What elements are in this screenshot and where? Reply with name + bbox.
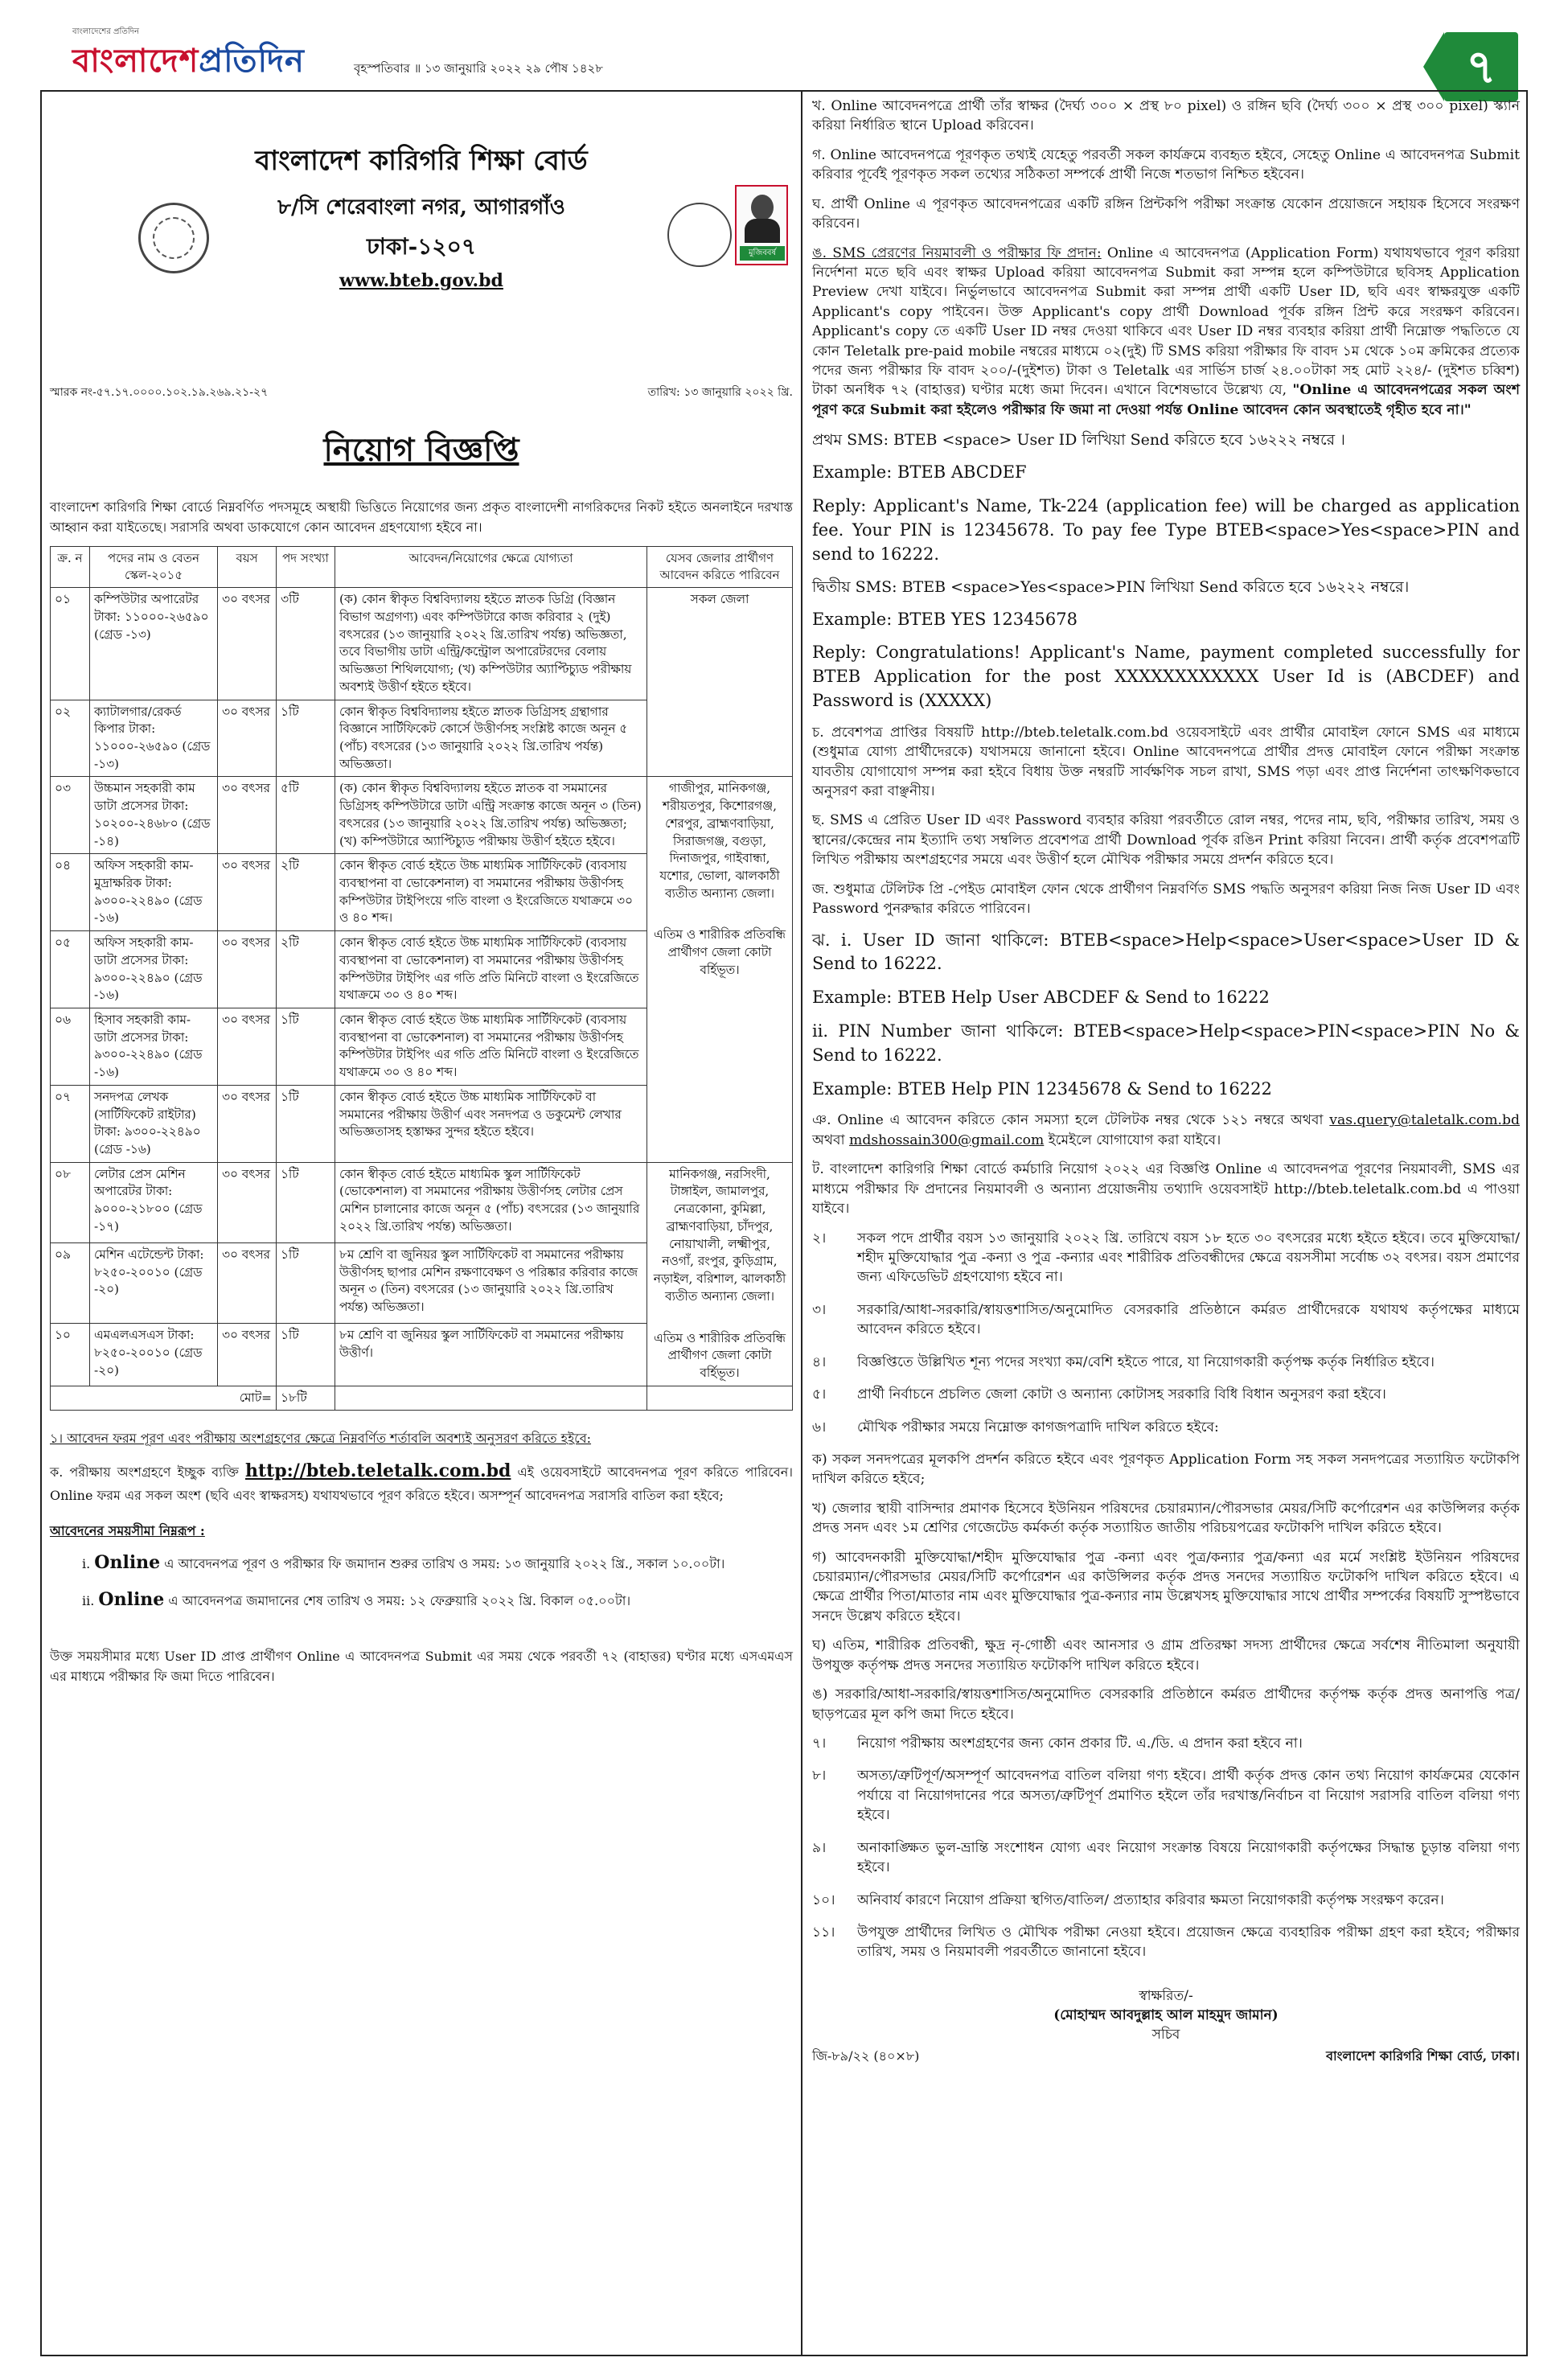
clause-item: [812, 1418, 1520, 1437]
deadline-item-2: [82, 1586, 793, 1614]
cell-sl: ০৬: [51, 1008, 90, 1086]
mujib-badge-text: মুজিববর্ষ: [740, 246, 785, 261]
cell-count: ১টি: [277, 1324, 335, 1386]
note-jha-2: ii. PIN Number জানা থাকিলে: BTEB<space>Help<space>PIN<space>PIN No & Send to 16222.: [812, 1021, 1520, 1065]
note-kha: খ. Online আবেদনপত্রে প্রার্থী তাঁর স্বাক্ষর (দৈর্ঘ্য ৩০০ × প্রস্থ ৮০ pixel) ও রঙ্গিন ছবি (দৈর্ঘ্য ৩০০ × প্রস্থ ৩০০ pixel) স্ক্যান করিয়া নির্ধারিত স্থানে Upload করিবেন।: [812, 98, 1520, 134]
deadline-text-2: এ আবেদনপত্র জমাদানের শেষ তারিখ ও সময়: ১২ ফেব্রুয়ারি ২০২২ খ্রি. বিকাল ০৫.০০টা।: [168, 1592, 631, 1608]
left-notes: [50, 1428, 793, 1687]
sms-example-1: Example: BTEB ABCDEF: [812, 462, 1027, 483]
cell-count: ১টি: [277, 1242, 335, 1323]
clause-text: সকল পদে প্রার্থীর বয়স ১৩ জানুয়ারি ২০২২ খ্রি. তারিখে বয়স ১৮ হতে ৩০ বৎসরের মধ্যে হইতে হইবে। তবে মুক্তিযোদ্ধা/ শহীদ মুক্তিযোদ্ধার পুত্র -কন্যা ও পুত্র -কন্যার এবং শারীরিক প্রতিবন্ধীদের ক্ষেত্রে বয়সসীমা সর্বোচ্চ ৩২ বৎসর। বয়স প্রমাণের জন্য এফিডেভিট গ্রহণযোগ্য হইবে না।: [857, 1230, 1520, 1286]
cell-count: ১টি: [277, 1085, 335, 1162]
clause-item: [812, 1891, 1520, 1910]
board-seal-icon: [138, 203, 209, 273]
clause-text: সরকারি/আধা-সরকারি/স্বায়ত্তশাসিত/অনুমোদিত বেসরকারি প্রতিষ্ঠানে কর্মরত প্রার্থীদেরকে যথাযথ কর্তৃপক্ষের মাধ্যমে আবেদন করিতে হইবে।: [857, 1301, 1520, 1338]
note-nya: [812, 1111, 1520, 1150]
cell-count: ২টি: [277, 854, 335, 931]
signature-label: স্বাক্ষরিত/-: [1139, 1987, 1193, 2004]
cell-post: এমএলএসএস টাকা: ৮২৫০-২০০১০ (গ্রেড -২০): [90, 1324, 218, 1386]
cell-sl: ০২: [51, 700, 90, 777]
cell-sl: ০১: [51, 588, 90, 700]
support-email-link-2[interactable]: mdshossain300@gmail.com: [849, 1132, 1045, 1148]
note-uma: [812, 244, 1520, 421]
sms-example-4: Example: BTEB Help PIN 12345678 & Send to 16222: [812, 1078, 1272, 1099]
clause-num: ১১।: [812, 1924, 835, 1941]
clause-text: অনাকাঙ্ক্ষিত ভুল-ভ্রান্তি সংশোধন যোগ্য এবং নিয়োগ সংক্রান্ত বিষয়ে নিয়োগকারী কর্তৃপক্ষের সিদ্ধান্ত চূড়ান্ত বলিয়া গণ্য হইবে।: [857, 1839, 1520, 1876]
clause-item: [812, 1385, 1520, 1404]
table-row: [51, 777, 793, 854]
clause-num: ১০।: [812, 1891, 835, 1908]
cell-count: ৩টি: [277, 588, 335, 700]
sms-first: প্রথম SMS: BTEB <space> User ID লিখিয়া Send করিতে হবে ১৬২২২ নম্বরে ।: [812, 431, 1345, 450]
note-jha-1: ঝ. i. User ID জানা থাকিলে: BTEB<space>Help<space>User<space>User ID & Send to 16222.: [812, 930, 1520, 974]
memo-row: [50, 383, 793, 402]
clause-item: [812, 1229, 1520, 1288]
header-districts: যেসব জেলার প্রার্থীগণ আবেদন করিতে পারিবেন: [647, 546, 793, 588]
document-sub-item: গ) আবেদনকারী মুক্তিযোদ্ধা/শহীদ মুক্তিযোদ্ধার পুত্র -কন্যা এবং পুত্র/কন্যার পুত্র/কন্যা এর মর্মে সংশ্লিষ্ট ইউনিয়ন পরিষদের চেয়ারম্যান/পৌরসভার মেয়র/সিটি কর্পোরেশন এর কাউন্সিলর কর্তৃক প্রদত্ত সনদের সত্যায়িত ফটোকপি দাখিল করিতে হইবে। এ ক্ষেত্রে প্রার্থীর পিতা/মাতার নাম এবং মুক্তিযোদ্ধার পুত্র-কন্যার নাম উল্লেখসহ মুক্তিযোদ্ধার সাথে প্রার্থীর সম্পর্কের বিষয়টি সুস্পষ্টভাবে সনদে উল্লেখ করিতে হইবে।: [812, 1549, 1520, 1624]
cell-post: লেটার প্রেস মেশিন অপারেটর টাকা: ৯০০০-২১৮০০ (গ্রেড -১৭): [90, 1162, 218, 1242]
header-count: পদ সংখ্যা: [277, 546, 335, 588]
note-chha: ছ. SMS এ প্রেরিত User ID এবং Password ব্যবহার করিয়া পরবর্তীতে রোল নম্বর, পদের নাম, ছবি, পরীক্ষার তারিখ, সময় ও স্থানের/কেন্দ্রের নাম ইত্যাদি তথ্য সম্বলিত প্রবেশপত্র প্রার্থী Download পূর্বক রঙিন Print করিয়া নিবেন। প্রার্থী কর্তৃক প্রবেশপত্রটি লিখিত পরীক্ষায় অংশগ্রহণের সময়ে এবং উত্তীর্ণ হলে মৌখিক পরীক্ষার সময়ে প্রদর্শন করিতে হবে।: [812, 812, 1520, 869]
note-gha: ঘ. প্রার্থী Online এ পূরণকৃত আবেদনপত্রের একটি রঙ্গিন প্রিন্টকপি পরীক্ষা সংক্রান্ত যেকোন প্রয়োজনে সহায়ক হিসেবে সংরক্ষণ করিবেন।: [812, 195, 1520, 232]
logo-accent-text: প্রতিদিন: [199, 43, 305, 80]
clause-num: ২।: [812, 1230, 827, 1247]
cell-districts-group2: [647, 1162, 793, 1386]
cell-qualification: (ক) কোন স্বীকৃত বিশ্ববিদ্যালয় হইতে স্নাতক ডিগ্রি (বিজ্ঞান বিভাগ অগ্রগণ্য) এবং কম্পিউটারে কাজ করিবার ২ (দুই) বৎসরের (১৩ জানুয়ারি ২০২২ খ্রি.তারিখ পর্যন্ত) অভিজ্ঞতা, তবে বিভাগীয় ডাটা এন্ট্রি/কন্ট্রোল অপারেটরদের বেলায় অভিজ্ঞতা শিথিলযোগ্য; (খ) কম্পিউটার অ্যাপ্টিচ্যুড পরীক্ষায় অবশ্যই উত্তীর্ণ হইতে হইবে।: [335, 588, 647, 700]
cell-age: ৩০ বৎসর: [218, 700, 277, 777]
total-empty-cell: [647, 1386, 793, 1411]
cell-count: ১টি: [277, 1162, 335, 1242]
sms-reply-1: Reply: Applicant's Name, Tk-224 (application fee) will be charged as application fee. Your PIN is 12345678. To pay fee Type BTEB<space>Yes<space>PIN and send to 16222.: [812, 496, 1520, 564]
cell-post: হিসাব সহকারী কাম-ডাটা প্রসেসর টাকা: ৯৩০০-২২৪৯০ (গ্রেড -১৬): [90, 1008, 218, 1086]
page-number: ৭: [1444, 32, 1518, 101]
cell-age: ৩০ বৎসর: [218, 1324, 277, 1386]
clause-num: ৫।: [812, 1386, 827, 1403]
org-website[interactable]: www.bteb.gov.bd: [339, 270, 503, 291]
note-ka-post: এই ওয়েবসাইটে আবেদনপত্র পূরণ করিতে পারিবেন। Online ফরম এর সকল অংশ (ছবি এবং স্বাক্ষরসহ) যথাযথভাবে পূরণ করিতে হইবে। অসম্পূর্ন আবেদনপত্র সরাসরি বাতিল করা হইবে;: [50, 1464, 793, 1504]
clause-text: নিয়োগ পরীক্ষায় অংশগ্রহণের জন্য কোন প্রকার টি. এ./ডি. এ প্রদান করা হইবে না।: [857, 1735, 1303, 1752]
total-value: ১৮টি: [277, 1386, 335, 1411]
cell-count: ২টি: [277, 931, 335, 1008]
cell-age: ৩০ বৎসর: [218, 854, 277, 931]
cell-qualification: কোন স্বীকৃত বোর্ড হইতে উচ্চ মাধ্যমিক সার্টিফিকেট (ব্যবসায় ব্যবস্থাপনা বা ভোকেশনাল) বা সমমানের পরীক্ষায় উত্তীর্ণসহ কম্পিউটার টাইপিংয়ে গতি বাংলা ও ইংরেজিতে যথাক্রমে ৩০ ও ৪০ শব্দ।: [335, 854, 647, 931]
mujib-borsho-logo: [735, 185, 788, 265]
notice-title: নিয়োগ বিজ্ঞপ্তি: [323, 431, 519, 469]
note-nya-mid: অথবা: [812, 1132, 845, 1148]
logo-main-text: বাংলাদেশ: [72, 43, 199, 80]
clause-num: ৬।: [812, 1419, 827, 1435]
cell-age: ৩০ বৎসর: [218, 1008, 277, 1086]
column-divider: [801, 90, 802, 2356]
newspaper-logo: [72, 35, 305, 89]
sms-reply-2: Reply: Congratulations! Applicant's Name, payment completed successfully for BTEB Application for the post XXXXXXXXXXXX User Id is (ABCDEF) and Password is (XXXXX): [812, 643, 1520, 710]
deadline-en-1: Online: [94, 1552, 161, 1574]
deadline-en-2: Online: [98, 1588, 165, 1610]
clause-text: উপযুক্ত প্রার্থীদের লিখিত ও মৌখিক পরীক্ষা নেওয়া হইবে। প্রয়োজন ক্ষেত্রে ব্যবহারিক পরীক্ষা গ্রহণ করা হইবে; পরীক্ষার তারিখ, সময় ও নিয়মাবলী পরবর্তীতে জানানো হইবে।: [857, 1924, 1520, 1961]
cell-districts-group1: [647, 777, 793, 1162]
cell-age: ৩০ বৎসর: [218, 1242, 277, 1323]
cell-age: ৩০ বৎসর: [218, 931, 277, 1008]
cell-post: উচ্চমান সহকারী কাম ডাটা প্রসেসর টাকা: ১০২০০-২৪৬৮০ (গ্রেড -১৪): [90, 777, 218, 854]
clause-item: [812, 1734, 1520, 1753]
cell-count: ১টি: [277, 700, 335, 777]
document-sub-item: খ) জেলার স্থায়ী বাসিন্দার প্রমাণক হিসেবে ইউনিয়ন পরিষদের চেয়ারম্যান/পৌরসভার মেয়র/সিটি কর্পোরেশন এর কাউন্সিলর কর্তৃক প্রদত্ত সনদ এবং ১ম শ্রেণির গেজেটেড কর্মকর্তা কর্তৃক সত্যায়িত জাতীয় পরিচয়পত্রের ফটোকপি দাখিল করিতে হইবে।: [812, 1500, 1520, 1537]
footer-org: বাংলাদেশ কারিগরি শিক্ষা বোর্ড, ঢাকা।: [1326, 2048, 1520, 2064]
cell-post: মেশিন এটেন্ডেন্ট টাকা: ৮২৫০-২০০১০ (গ্রেড -২০): [90, 1242, 218, 1323]
table-row: [51, 1162, 793, 1242]
header-age: বয়স: [218, 546, 277, 588]
districts-quota2-text: এতিম ও শারীরিক প্রতিবন্ধি প্রার্থীগণ জেলা কোটা বর্হিভূত।: [654, 1330, 786, 1380]
cell-qualification: কোন স্বীকৃত বোর্ড হইতে মাধ্যমিক স্কুল সার্টিফিকেট (ভোকেশনাল) বা সমমানের পরীক্ষায় উত্তীর্ণসহ লেটার প্রেস মেশিন চালানোর কাজে অনূন ৫ (পাঁচ) বৎসরের (১৩ জানুয়ারি ২০২২ খ্রি.তারিখ পর্যন্ত) অভিজ্ঞতা।: [335, 1162, 647, 1242]
clause-item: [812, 1923, 1520, 1962]
cell-post: অফিস সহকারী কাম-ডাটা প্রসেসর টাকা: ৯৩০০-২২৪৯০ (গ্রেড -১৬): [90, 931, 218, 1008]
cell-qualification: কোন স্বীকৃত বোর্ড হইতে উচ্চ মাধ্যমিক সার্টিফিকেট (ব্যবসায় ব্যবস্থাপনা বা ভোকেশনাল) বা সমমানের পরীক্ষায় উত্তীর্ণসহ কম্পিউটার টাইপিং এর গতি প্রতি মিনিটে বাংলা ও ইংরেজিতে যথাক্রমে ৩০ ও ৪০ শব্দ।: [335, 931, 647, 1008]
left-column: [50, 97, 793, 1695]
clause-text: অনিবার্য কারণে নিয়োগ প্রক্রিয়া স্থগিত/বাতিল/ প্রত্যাহার করিবার ক্ষমতা নিয়োগকারী কর্তৃপক্ষ সংরক্ষণ করেন।: [857, 1891, 1444, 1908]
cell-post: কম্পিউটার অপারেটর টাকা: ১১০০০-২৬৫৯০ (গ্রেড -১৩): [90, 588, 218, 700]
clause-item: [812, 1766, 1520, 1825]
cell-sl: ০৪: [51, 854, 90, 931]
clause-text: বিজ্ঞপ্তিতে উল্লিখিত শূন্য পদের সংখ্যা কম/বেশি হইতে পারে, যা নিয়োগকারী কর্তৃপক্ষ কর্তৃক নির্ধারিত হইবে।: [857, 1353, 1435, 1370]
memo-number: স্মারক নং-৫৭.১৭.০০০০.১০২.১৯.২৬৯.২১-২৭: [50, 386, 269, 399]
cell-post: অফিস সহকারী কাম-মুদ্রাক্ষরিক টাকা: ৯৩০০-২২৪৯০ (গ্রেড -১৬): [90, 854, 218, 931]
notice-header: [50, 140, 793, 381]
note-uma-head: ঙ. SMS প্রেরণের নিয়মাবলী ও পরীক্ষার ফি প্রদান:: [812, 244, 1102, 261]
document-sub-item: ঘ) এতিম, শারীরিক প্রতিবন্ধী, ক্ষুদ্র নৃ-গোষ্ঠী এবং আনসার ও গ্রাম প্রতিরক্ষা সদস্য প্রার্থীদের ক্ষেত্রে সর্বশেষ নীতিমালা অনুযায়ী উপযুক্ত কর্তৃপক্ষ প্রদত্ত সনদের সত্যায়িত ফটোকপি দাখিল করিতে হইবে।: [812, 1637, 1520, 1674]
cell-age: ৩০ বৎসর: [218, 777, 277, 854]
note-cha: চ. প্রবেশপত্র প্রাপ্তির বিষয়টি http://bteb.teletalk.com.bd ওয়েবসাইটে এবং প্রার্থীর মোবাইল ফোনে SMS এর মাধ্যমে (শুধুমাত্র যোগ্য প্রার্থীদেরকে) যথাসময়ে জানানো হইবে। Online আবেদনপত্রে প্রার্থীর প্রদত্ত মোবাইল ফোনে পরীক্ষা সংক্রান্ত যাবতীয় যোগাযোগ সম্পন্ন করা হইবে বিধায় উক্ত নম্বরটি সার্বক্ষণিক সচল রাখা, SMS পড়া এবং প্রাপ্ত নির্দেশনা তাৎক্ষণিকভাবে অনুসরণ করা বাঞ্ছনীয়।: [812, 724, 1520, 800]
deadline-text-1: এ আবেদনপত্র পূরণ ও পরীক্ষার ফি জমাদান শুরুর তারিখ ও সময়: ১৩ জানুয়ারি ২০২২ খ্রি., সকাল ১০.০০টা।: [164, 1556, 725, 1572]
cell-age: ৩০ বৎসর: [218, 588, 277, 700]
org-address-line1: ৮/সি শেরেবাংলা নগর, আগারগাঁও: [277, 195, 565, 220]
note-ka: [50, 1457, 793, 1506]
masthead-tagline: বাংলাদেশের প্রতিদিন: [72, 27, 139, 36]
org-address-line2: ঢাকা-১২০৭: [366, 233, 477, 260]
cell-sl: ০৯: [51, 1242, 90, 1323]
table-row: [51, 588, 793, 700]
cell-districts-all: সকল জেলা: [647, 588, 793, 777]
clause-item: [812, 1353, 1520, 1372]
clause-text: মৌখিক পরীক্ষার সময়ে নিম্নোক্ত কাগজপত্রাদি দাখিল করিতে হইবে:: [857, 1419, 1219, 1435]
org-name: বাংলাদেশ কারিগরি শিক্ষা বোর্ড: [255, 145, 588, 177]
table-header-row: [51, 546, 793, 588]
document-sub-item: ক) সকল সনদপত্রের মূলকপি প্রদর্শন করিতে হইবে এবং পূরণকৃত Application Form সহ সকল সনদপত্রের সত্যায়িত ফটোকপি দাখিল করিতে হইবে;: [812, 1451, 1520, 1488]
cell-qualification: কোন স্বীকৃত বোর্ড হইতে উচ্চ মাধ্যমিক সার্টিফিকেট বা সমমানের পরীক্ষায় উত্তীর্ণ এবং সনদপত্র ও ডকুমেন্ট লেখার অভিজ্ঞতাসহ হস্তাক্ষর সুন্দর হইতে হইবে।: [335, 1085, 647, 1162]
signatory-name: (মোহাম্মদ আবদুল্লাহ আল মাহমুদ জামান): [1053, 2006, 1279, 2023]
sms-example-2: Example: BTEB YES 12345678: [812, 609, 1077, 629]
cell-qualification: (ক) কোন স্বীকৃত বিশ্ববিদ্যালয় হইতে স্নাতক বা সমমানের ডিগ্রিসহ কম্পিউটারে ডাটা এন্ট্রি সংক্রান্ত কাজে অনূন ৩ (তিন) বৎসরের (১৩ জানুয়ারি ২০২২ খ্রি.তারিখ পর্যন্ত) অভিজ্ঞতা; (খ) কম্পিউটারে অ্যাপ্টিচ্যুড পরীক্ষায় উত্তীর্ণ হইতে হইবে।: [335, 777, 647, 854]
note-ja: জ. শুধুমাত্র টেলিটক প্রি -পেইড মোবাইল ফোন থেকে প্রার্থীগণ নিম্নবর্ণিত SMS পদ্ধতি অনুসরণ করিয়া নিজ নিজ User ID এবং Password পুনরুদ্ধার করিতে পারিবেন।: [812, 881, 1520, 918]
deadline-num-1: i.: [82, 1556, 91, 1572]
cell-sl: ০৩: [51, 777, 90, 854]
header-qualification: আবেদন/নিয়োগের ক্ষেত্রে যোগ্যতা: [335, 546, 647, 588]
districts-group2-text: মানিকগঞ্জ, নরসিংদী, টাঙ্গাইল, জামালপুর, নেত্রকোনা, কুমিল্লা, ব্রাহ্মণবাড়িয়া, চাঁদপুর, নোয়াখালী, লক্ষ্মীপুর, নওগাঁ, রংপুর, কুড়িগ্রাম, নড়াইল, বরিশাল, ঝালকাঠী ব্যতীত অন্যান্য জেলা।: [653, 1166, 786, 1304]
districts-quota1-text: এতিম ও শারীরিক প্রতিবন্ধি প্রার্থীগণ জেলা কোটা বর্হিভূত।: [654, 927, 786, 977]
cell-qualification: কোন স্বীকৃত বোর্ড হইতে উচ্চ মাধ্যমিক সার্টিফিকেট (ব্যবসায় ব্যবস্থাপনা বা ভোকেশনাল) বা সমমানের পরীক্ষায় উত্তীর্ণসহ কম্পিউটার টাইপিং এর গতি প্রতি মিনিটে বাংলা ও ইংরেজিতে যথাক্রমে ৩০ ও ৪০ শব্দ।: [335, 1008, 647, 1086]
clause-num: ৮।: [812, 1768, 827, 1785]
cell-sl: ১০: [51, 1324, 90, 1386]
note-ka-pre: ক. পরীক্ষায় অংশগ্রহণে ইচ্ছুক ব্যক্তি: [50, 1464, 239, 1480]
cell-sl: ০৫: [51, 931, 90, 1008]
clause-text: অসত্য/ত্রুটিপূর্ণ/অসম্পূর্ণ আবেদনপত্র বাতিল বলিয়া গণ্য হইবে। প্রার্থী কর্তৃক প্রদত্ত কোন তথ্য নিয়োগ কার্যক্রমের যেকোন পর্যায়ে বা নিয়োগদানের পরে অসত্য/ত্রুটিপূর্ণ প্রমাণিত হইলে তাঁর দরখাস্ত/নির্বাচন বা নিয়োগ সরাসরি বাতিল বলিয়া গণ্য হইবে।: [857, 1768, 1520, 1824]
cell-sl: ০৮: [51, 1162, 90, 1242]
emblem-icon: [667, 203, 732, 267]
clause-num: ৪।: [812, 1353, 827, 1370]
cell-post: ক্যাটালগার/রেকর্ড কিপার টাকা: ১১০০০-২৬৫৯০ (গ্রেড -১৩): [90, 700, 218, 777]
signatory-title: সচিব: [1151, 2027, 1180, 2043]
clause-num: ৯।: [812, 1839, 827, 1856]
footer-row: [812, 2047, 1520, 2066]
memo-date: তারিখ: ১৩ জানুয়ারি ২০২২ খ্রি.: [647, 386, 793, 399]
cell-qualification: ৮ম শ্রেণি বা জুনিয়র স্কুল সার্টিফিকেট বা সমমানের পরীক্ষায় উত্তীর্ণ।: [335, 1324, 647, 1386]
clause-num: ৭।: [812, 1735, 827, 1752]
note-nya-pre: ঞ. Online এ আবেদন করিতে কোন সমস্যা হলে টেলিটক নম্বর থেকে ১২১ নম্বরে অথবা: [812, 1112, 1324, 1129]
header-post: পদের নাম ও বেতন স্কেল-২০১৫: [90, 546, 218, 588]
note-ga: গ. Online আবেদনপত্রে পূরণকৃত তথ্যই যেহেতু পরবর্তী সকল কার্যক্রমে ব্যবহৃত হইবে, সেহেতু Online এ আবেদনপত্র Submit করিবার পূর্বেই পূরণকৃত সকল তথ্যের সঠিকতা সম্পর্কে প্রার্থী নিজে শতভাগ নিশ্চিত হইবেন।: [812, 146, 1520, 183]
header-sl: ক্র. ন: [51, 546, 90, 588]
cell-qualification: ৮ম শ্রেণি বা জুনিয়র স্কুল সার্টিফিকেট বা সমমানের পরীক্ষায় উত্তীর্ণসহ ছাপার মেশিন রক্ষণাবেক্ষণ ও পরিষ্কার করিবার কাজে অনূন ৩ (তিন) বৎসরের (১৩ জানুয়ারি ২০২২ খ্রি.তারিখ পর্যন্ত) অভিজ্ঞতা।: [335, 1242, 647, 1323]
notice-intro: বাংলাদেশ কারিগরি শিক্ষা বোর্ডে নিম্নবর্ণিত পদসমূহে অস্থায়ী ভিত্তিতে নিয়োগের জন্য প্রকৃত বাংলাদেশী নাগরিকদের নিকট হইতে অনলাইনে দরখাস্ত আহ্বান করা যাইতেছে। সরাসরি অথবা ডাকযোগে কোন আবেদন গ্রহণযোগ্য হইবে না।: [50, 499, 793, 535]
cell-count: ১টি: [277, 1008, 335, 1086]
note-ta: ট. বাংলাদেশ কারিগরি শিক্ষা বোর্ডে কর্মচারি নিয়োগ ২০২২ এর বিজ্ঞপ্তি Online এ আবেদনপত্র পূরণের নিয়মাবলী, SMS এর মাধ্যমে পরীক্ষার ফি প্রদানের নিয়মাবলী ও অন্যান্য প্রয়োজনীয় তথ্যাদি ওয়েবসাইট http://bteb.teletalk.com.bd এ পাওয়া যাইবে।: [812, 1161, 1520, 1218]
sms-second: দ্বিতীয় SMS: BTEB <space>Yes<space>PIN লিখিয়া Send করিতে হবে ১৬২২২ নম্বরে।: [812, 577, 1410, 596]
deadline-num-2: ii.: [82, 1592, 95, 1608]
clause-item: [812, 1838, 1520, 1878]
total-label: মোট=: [51, 1386, 277, 1411]
support-email-link-1[interactable]: vas.query@taletalk.com.bd: [1329, 1112, 1520, 1129]
cell-count: ৫টি: [277, 777, 335, 854]
deadline-title: আবেদনের সময়সীমা নিম্নরূপ :: [50, 1522, 205, 1538]
cell-age: ৩০ বৎসর: [218, 1085, 277, 1162]
teletalk-url-link[interactable]: http://bteb.teletalk.com.bd: [244, 1460, 511, 1481]
document-sub-item: ঙ) সরকারি/আধা-সরকারি/স্বায়ত্তশাসিত/অনুমোদিত বেসরকারি প্রতিষ্ঠানে কর্মরত প্রার্থীদের কর্তৃপক্ষ কর্তৃক প্রদত্ত অনাপত্তি পত্র/ছাড়পত্রের মূল কপি জমা দিতে হইবে।: [812, 1686, 1520, 1723]
cell-post: সনদপত্র লেখক (সার্টিফিকেট রাইটার) টাকা: ৯৩০০-২২৪৯০ (গ্রেড -১৬): [90, 1085, 218, 1162]
table-total-row: [51, 1386, 793, 1411]
clause-num: ৩।: [812, 1301, 827, 1318]
dateline: বৃহস্পতিবার ॥ ১৩ জানুয়ারি ২০২২ ২৯ পৌষ ১৪২৮: [354, 61, 604, 76]
cell-age: ৩০ বৎসর: [218, 1162, 277, 1242]
clause-text: প্রার্থী নির্বাচনে প্রচলিত জেলা কোটা ও অন্যান্য কোটাসহ সরকারি বিধি বিধান অনুসরণ করা হইবে।: [857, 1386, 1386, 1403]
note-uma-bold: "Online এ আবেদনপত্রের সকল অংশ পূরণ করে Submit করা হইলেও পরীক্ষার ফি জমা না দেওয়া পর্যন্ত Online আবেদন কোন অবস্থাতেই গৃহীত হবে না।": [812, 382, 1520, 418]
note-1: ১। আবেদন ফরম পূরণ এবং পরীক্ষায় অংশগ্রহণের ক্ষেত্রে নিম্নবর্ণিত শর্তাবলি অবশ্যই অনুসরণ করিতে হইবে:: [50, 1431, 592, 1447]
cell-sl: ০৭: [51, 1085, 90, 1162]
deadline-item-1: [82, 1549, 793, 1577]
note-final: উক্ত সময়সীমার মধ্যে User ID প্রাপ্ত প্রার্থীগণ Online এ আবেদনপত্র Submit এর সময় থেকে পরবর্তী ৭২ (বাহাত্তর) ঘণ্টার মধ্যে এসএমএস এর মাধ্যমে পরীক্ষার ফি জমা দিতে পারিবেন।: [50, 1648, 793, 1685]
clause-item: [812, 1300, 1520, 1340]
footer-ref: জি-৮৯/২২ (৪০×৮): [812, 2048, 920, 2064]
note-nya-post: ইমেইলে যোগাযোগ করা যাইবে।: [1048, 1132, 1221, 1148]
districts-group1-text: গাজীপুর, মানিকগঞ্জ, শরীয়তপুর, কিশোরগঞ্জ, শেরপুর, ব্রাহ্মণবাড়িয়া, সিরাজগঞ্জ, বগুড়া, দিনাজপুর, গাইবান্ধা, যশোর, ভোলা, ঝালকাঠী ব্যতীত অন্যান্য জেলা।: [659, 781, 780, 901]
cell-qualification: কোন স্বীকৃত বিশ্ববিদ্যালয় হইতে স্নাতক ডিগ্রিসহ গ্রন্থাগার বিজ্ঞানে সার্টিফিকেট কোর্সে উত্তীর্ণসহ সংশ্লিষ্ট কাজে অনূন ৫ (পাঁচ) বৎসরের (১৩ জানুয়ারি ২০২২ খ্রি.তারিখ পর্যন্ত) অভিজ্ঞতা।: [335, 700, 647, 777]
total-empty-cell: [335, 1386, 647, 1411]
posts-table: [50, 546, 793, 1411]
sms-example-3: Example: BTEB Help User ABCDEF & Send to 16222: [812, 988, 1270, 1008]
note-uma-body: Online এ আবেদনপত্র (Application Form) যথাযথভাবে পূরণ করিয়া নির্দেশনা মতে ছবি এবং স্বাক্ষর Upload করিয়া আবেদনপত্র Submit করা সম্পন্ন হলে কম্পিউটারে ছবিসহ Application Preview দেখা যাইবে। নির্ভুলভাবে আবেদনপত্র Submit করা সম্পন্ন প্রার্থী একটি User ID, ছবি এবং স্বাক্ষরযুক্ত একটি Applicant's copy পাইবেন। উক্ত Applicant's copy প্রার্থী Download পূর্বক রঙ্গিন প্রিন্ট করে সংরক্ষণ করিবেন। Applicant's copy তে একটি User ID নম্বর দেওয়া থাকিবে এবং User ID নম্বর ব্যবহার করিয়া প্রার্থী নিম্নোক্ত পদ্ধতিতে যে কোন Teletalk pre-paid mobile নম্বরের মাধ্যমে ০২(দুই) টি SMS করিয়া পরীক্ষার ফি বাবদ ১ম থেকে ১০ম ক্রমিকের প্রত্যেক পদের জন্য পরীক্ষার ফি বাবদ ২০০/-(দুইশত) টাকা ও Teletalk এর সার্ভিস চার্জ ২৪.০০টাকা সহ মোট ২২৪/- (দুইশত চব্বিশ) টাকা অনধিক ৭২ (বাহাত্তর) ঘণ্টার মধ্যে জমা দিবেন। এখানে বিশেষভাবে উল্লেখ্য যে,: [812, 244, 1521, 399]
signature-block: [812, 1986, 1520, 2044]
right-column: [812, 97, 1520, 2066]
